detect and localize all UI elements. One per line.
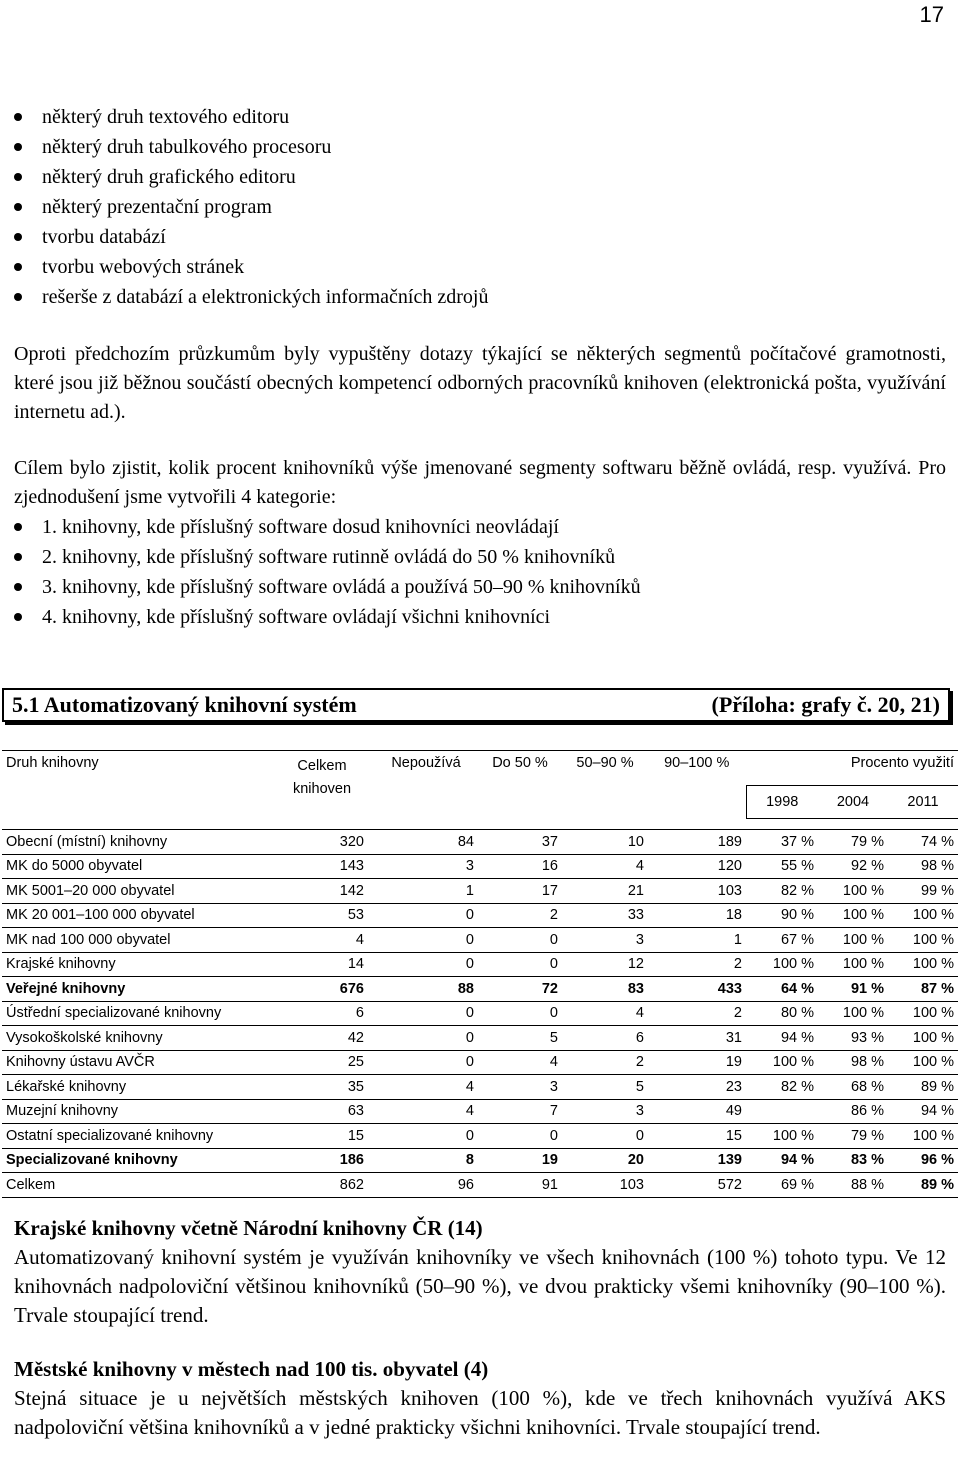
table-cell-to50: 2 [549, 907, 558, 924]
list-item: 1. knihovny, kde příslušný software dosud knihovníci neovládají [14, 512, 954, 542]
table-cell-p1998: 94 % [780, 1152, 814, 1169]
table-cell-p2004: 92 % [850, 858, 884, 875]
table-cell-r90100: 23 [725, 1078, 742, 1095]
table-cell-r5090: 5 [635, 1078, 644, 1095]
table-cell-r90100: 433 [717, 980, 742, 997]
table-cell-p2011: 100 % [912, 956, 954, 973]
list-item: tvorbu webových stránek [14, 252, 954, 282]
table-cell-p2004: 98 % [850, 1054, 884, 1071]
table-cell-to50: 4 [549, 1054, 558, 1071]
table-cell-r5090: 21 [627, 882, 644, 899]
table-cell-r5090: 83 [627, 980, 644, 997]
table-cell-p2004: 79 % [850, 1127, 884, 1144]
table-row [2, 928, 958, 953]
table-cell-r90100: 139 [717, 1152, 742, 1169]
table-cell-p2011: 100 % [912, 1054, 954, 1071]
table-cell-name: Krajské knihovny [6, 956, 116, 973]
table-cell-none: 84 [457, 833, 474, 850]
table-cell-none: 88 [457, 980, 474, 997]
table-cell-name: Ústřední specializované knihovny [6, 1005, 222, 1022]
table-row [2, 1075, 958, 1100]
header-type: Druh knihovny [6, 755, 99, 771]
header-percent: Procento využití [850, 755, 954, 771]
table-cell-p1998: 90 % [780, 907, 814, 924]
header-50-90: 50–90 % [576, 755, 634, 771]
table-cell-r90100: 103 [717, 882, 742, 899]
header-year-2011: 2011 [888, 786, 958, 819]
table-cell-to50: 3 [549, 1078, 558, 1095]
table-cell-none: 0 [465, 907, 474, 924]
table-cell-total: 25 [347, 1054, 364, 1071]
table-cell-total: 143 [339, 858, 364, 875]
software-list [14, 102, 954, 312]
table-cell-p2004: 100 % [842, 882, 884, 899]
table-cell-p2011: 100 % [912, 1029, 954, 1046]
table-cell-total: 4 [355, 931, 364, 948]
table-cell-p1998: 100 % [772, 1054, 814, 1071]
table-cell-r5090: 33 [627, 907, 644, 924]
table-cell-p2004: 86 % [850, 1103, 884, 1120]
table-cell-r90100: 189 [717, 833, 742, 850]
table-cell-name: Celkem [6, 1176, 56, 1193]
table-cell-p2011: 100 % [912, 907, 954, 924]
table-cell-to50: 0 [549, 956, 558, 973]
table-row [2, 1148, 958, 1173]
mesto-heading: Městské knihovny v městech nad 100 tis. obyvatel (4) [14, 1357, 489, 1381]
table-cell-none: 8 [465, 1152, 474, 1169]
table-cell-p2004: 100 % [842, 931, 884, 948]
table-cell-to50: 91 [541, 1176, 558, 1193]
table-row [2, 830, 958, 855]
table-cell-name: MK do 5000 obyvatel [6, 858, 143, 875]
table-cell-none: 0 [465, 1005, 474, 1022]
table-cell-name: Muzejní knihovny [6, 1103, 119, 1120]
table-cell-none: 0 [465, 1029, 474, 1046]
table-cell-p1998: 64 % [780, 980, 814, 997]
table-cell-total: 142 [339, 882, 364, 899]
table-cell-p2011: 89 % [920, 1078, 954, 1095]
table-cell-p2011: 98 % [920, 858, 954, 875]
table-cell-p2004: 100 % [842, 1005, 884, 1022]
table-cell-p1998: 67 % [780, 931, 814, 948]
table-cell-r90100: 31 [725, 1029, 742, 1046]
table-row [2, 1026, 958, 1051]
paragraph-intro: Oproti předchozím průzkumům byly vypuštěny dotazy týkající se některých segmentů počítačové gramotnosti, které jsou již běžnou součástí obecných kompetencí odborných pracovníků knihoven (elektronická pošta, využívání internetu ad.). [14, 343, 946, 423]
table-cell-p1998 [746, 1099, 818, 1124]
table-cell-name: Specializované knihovny [6, 1152, 178, 1169]
table-cell-r90100: 1 [733, 931, 742, 948]
table-cell-name: Veřejné knihovny [6, 980, 126, 997]
table-cell-r90100: 18 [725, 907, 742, 924]
table-cell-p2004: 79 % [850, 833, 884, 850]
table-cell-to50: 16 [541, 858, 558, 875]
table-cell-to50: 19 [541, 1152, 558, 1169]
header-to50: Do 50 % [492, 755, 548, 771]
kraj-paragraph: Automatizovaný knihovní systém je využíván knihovníky ve všech knihovnách (100 %) tohoto typu. Ve 12 knihovnách nadpoloviční většinou knihovníků (50–90 %), ve dvou prakticky všemi knihovníky (90–100 %). Trvale stoupající trend. [14, 1245, 946, 1327]
table-cell-p2004: 88 % [850, 1176, 884, 1193]
table-cell-r90100: 19 [725, 1054, 742, 1071]
list-item: některý druh grafického editoru [14, 162, 954, 192]
table-row [2, 903, 958, 928]
table-cell-p2011: 100 % [912, 931, 954, 948]
table-cell-p2004: 100 % [842, 956, 884, 973]
list-item: rešerše z databází a elektronických informačních zdrojů [14, 282, 954, 312]
table-cell-name: Knihovny ústavu AVČR [6, 1054, 155, 1071]
list-item: některý prezentační program [14, 192, 954, 222]
table-cell-p2004: 91 % [850, 980, 884, 997]
header-none: Nepoužívá [391, 755, 461, 771]
table-cell-p2011: 100 % [912, 1127, 954, 1144]
table-cell-to50: 7 [549, 1103, 558, 1120]
table-cell-p2004: 83 % [850, 1152, 884, 1169]
table-cell-p1998: 69 % [780, 1176, 814, 1193]
table-cell-r5090: 6 [635, 1029, 644, 1046]
table-cell-r5090: 10 [627, 833, 644, 850]
header-year-1998: 1998 [746, 786, 818, 819]
table-row [2, 1001, 958, 1026]
table-cell-none: 96 [457, 1176, 474, 1193]
table-cell-total: 53 [347, 907, 364, 924]
automation-table [2, 750, 958, 1198]
table-cell-total: 862 [339, 1176, 364, 1193]
table-cell-name: Ostatní specializované knihovny [6, 1127, 214, 1144]
table-cell-p1998: 82 % [780, 882, 814, 899]
section-title: 5.1 Automatizovaný knihovní systém [12, 692, 357, 717]
table-cell-total: 35 [347, 1078, 364, 1095]
table-cell-p1998: 55 % [780, 858, 814, 875]
kraj-heading: Krajské knihovny včetně Národní knihovny ČR (14) [14, 1216, 483, 1240]
table-cell-p1998: 37 % [780, 833, 814, 850]
table-row [2, 1173, 958, 1198]
table-cell-r90100: 15 [725, 1127, 742, 1144]
table-cell-p2004: 93 % [850, 1029, 884, 1046]
table-cell-to50: 72 [541, 980, 558, 997]
table-cell-r90100: 2 [733, 956, 742, 973]
table-cell-r5090: 12 [627, 956, 644, 973]
table-cell-r5090: 3 [635, 931, 644, 948]
header-year-2004: 2004 [818, 786, 888, 819]
table-row [2, 1124, 958, 1149]
table-cell-p2011: 99 % [920, 882, 954, 899]
table-cell-r90100: 120 [717, 858, 742, 875]
table-row [2, 879, 958, 904]
table-cell-r5090: 20 [627, 1152, 644, 1169]
list-item: 4. knihovny, kde příslušný software ovládají všichni knihovníci [14, 602, 954, 632]
table-cell-none: 0 [465, 931, 474, 948]
table-cell-p1998: 80 % [780, 1005, 814, 1022]
table-cell-none: 0 [465, 1054, 474, 1071]
table-cell-total: 320 [339, 833, 364, 850]
category-list [14, 512, 954, 632]
table-cell-p2004: 100 % [842, 907, 884, 924]
table-cell-total: 15 [347, 1127, 364, 1144]
table-cell-none: 0 [465, 956, 474, 973]
table-row [2, 1099, 958, 1124]
table-cell-p1998: 94 % [780, 1029, 814, 1046]
table-cell-r5090: 103 [619, 1176, 644, 1193]
table-cell-p2004: 68 % [850, 1078, 884, 1095]
table-cell-to50: 37 [541, 833, 558, 850]
table-cell-r5090: 0 [635, 1127, 644, 1144]
table-cell-to50: 0 [549, 1005, 558, 1022]
mesto-paragraph: Stejná situace je u největších městských knihoven (100 %), kde ve třech knihovnách využívá AKS nadpoloviční většina knihovníků a v jedné prakticky všichni knihovníci. Trvale stoupající trend. [14, 1386, 946, 1439]
table-cell-p1998: 100 % [772, 1127, 814, 1144]
header-90-100: 90–100 % [664, 755, 730, 771]
table-cell-p2011: 96 % [920, 1152, 954, 1169]
table-cell-total: 186 [339, 1152, 364, 1169]
table-cell-to50: 0 [549, 931, 558, 948]
table-cell-name: MK nad 100 000 obyvatel [6, 931, 171, 948]
table-cell-total: 63 [347, 1103, 364, 1120]
table-cell-name: Obecní (místní) knihovny [6, 833, 168, 850]
table-cell-to50: 17 [541, 882, 558, 899]
table-cell-r90100: 2 [733, 1005, 742, 1022]
table-cell-none: 4 [465, 1078, 474, 1095]
table-cell-name: Vysokoškolské knihovny [6, 1029, 163, 1046]
table-cell-p2011: 100 % [912, 1005, 954, 1022]
table-row [2, 1050, 958, 1075]
table-cell-r5090: 3 [635, 1103, 644, 1120]
table-cell-total: 676 [339, 980, 364, 997]
list-item: 3. knihovny, kde příslušný software ovládá a používá 50–90 % knihovníků [14, 572, 954, 602]
table-cell-r5090: 2 [635, 1054, 644, 1071]
table-cell-none: 1 [465, 882, 474, 899]
table-cell-r5090: 4 [635, 858, 644, 875]
table-cell-p1998: 100 % [772, 956, 814, 973]
table-cell-to50: 0 [549, 1127, 558, 1144]
table-cell-none: 0 [465, 1127, 474, 1144]
list-item: 2. knihovny, kde příslušný software rutinně ovládá do 50 % knihovníků [14, 542, 954, 572]
table-cell-r90100: 572 [717, 1176, 742, 1193]
table-cell-name: Lékařské knihovny [6, 1078, 127, 1095]
section-note: (Příloha: grafy č. 20, 21) [711, 692, 940, 717]
table-cell-name: MK 5001–20 000 obyvatel [6, 882, 175, 899]
table-cell-p2011: 89 % [920, 1176, 954, 1193]
table-row [2, 854, 958, 879]
table-cell-name: MK 20 001–100 000 obyvatel [6, 907, 195, 924]
table-cell-r90100: 49 [725, 1103, 742, 1120]
header-total: Celkem knihoven [292, 758, 352, 797]
list-item: některý druh textového editoru [14, 102, 954, 132]
table-cell-p2011: 87 % [920, 980, 954, 997]
table-cell-total: 42 [347, 1029, 364, 1046]
section-heading [2, 688, 950, 722]
table-row [2, 952, 958, 977]
paragraph-goal: Cílem bylo zjistit, kolik procent knihovníků výše jmenované segmenty softwaru běžně ovládá, resp. využívá. Pro zjednodušení jsme vytvořili 4 kategorie: [14, 457, 946, 508]
list-item: tvorbu databází [14, 222, 954, 252]
table-cell-p1998: 82 % [780, 1078, 814, 1095]
table-cell-none: 4 [465, 1103, 474, 1120]
table-cell-p2011: 94 % [920, 1103, 954, 1120]
page-number: 17 [919, 2, 944, 27]
table-cell-total: 6 [355, 1005, 364, 1022]
table-cell-r5090: 4 [635, 1005, 644, 1022]
table-cell-none: 3 [465, 858, 474, 875]
table-row [2, 977, 958, 1002]
table-cell-total: 14 [347, 956, 364, 973]
table-cell-to50: 5 [549, 1029, 558, 1046]
table-cell-p2011: 74 % [920, 833, 954, 850]
list-item: některý druh tabulkového procesoru [14, 132, 954, 162]
